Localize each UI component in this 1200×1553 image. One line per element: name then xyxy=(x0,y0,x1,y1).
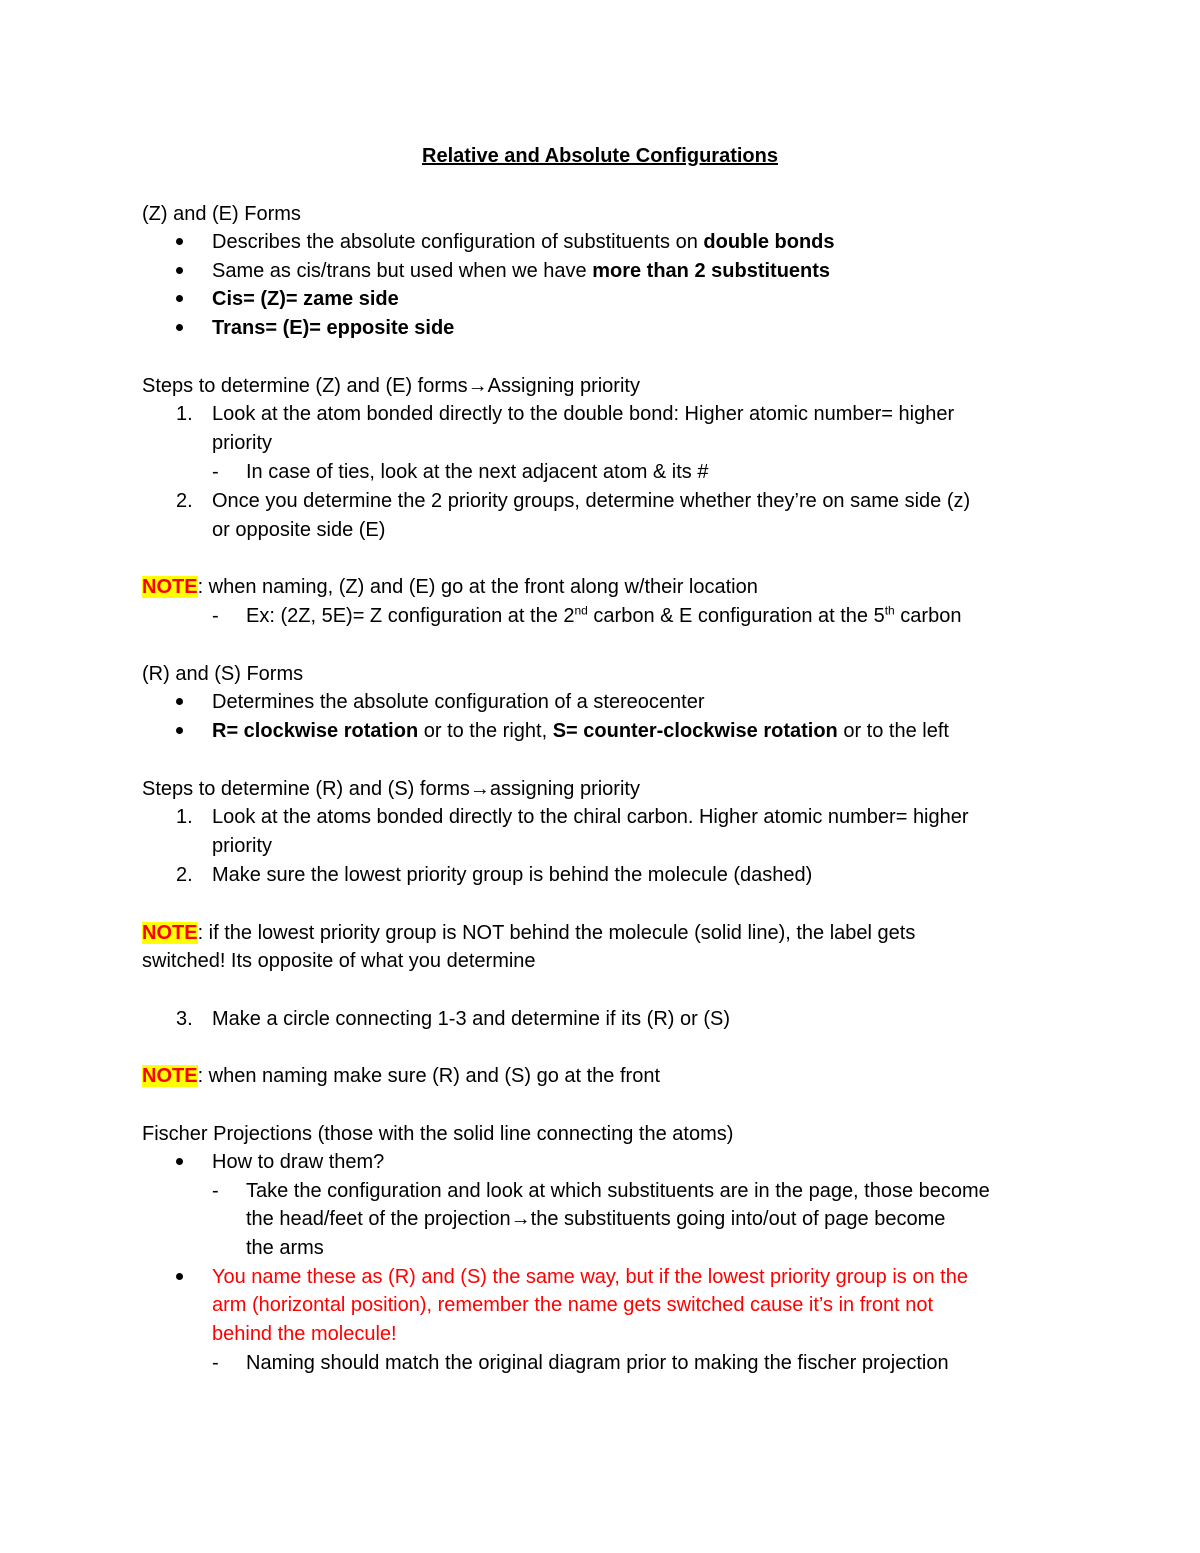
ze-bullet-3: Cis= (Z)= zame side xyxy=(212,288,399,310)
arrow-right-icon: → xyxy=(467,375,488,397)
ze-bullet-1 xyxy=(212,228,835,256)
rs-step-3: Make a circle connecting 1-3 and determine if its (R) or (S) xyxy=(212,1008,730,1030)
dash-marker: - xyxy=(212,605,219,627)
rs-step-2: Make sure the lowest priority group is behind the molecule (dashed) xyxy=(212,864,813,886)
list-number: 2. xyxy=(176,490,193,512)
note-label: NOTE xyxy=(142,922,198,944)
rs-bullet-1: Determines the absolute configuration of a stereocenter xyxy=(212,691,705,713)
arrow-right-icon: → xyxy=(510,1208,531,1230)
note-1 xyxy=(142,573,758,601)
ze-bullet-1-bold: double bonds xyxy=(703,231,835,253)
fischer-bullet-2-line-3: behind the molecule! xyxy=(212,1323,397,1345)
arrow-right-icon: → xyxy=(469,778,490,800)
ze-steps-heading xyxy=(142,372,640,400)
page-title: Relative and Absolute Configurations xyxy=(422,145,778,167)
note-1-example: Ex: (2Z, 5E)= Z configuration at the 2nd carbon & E configuration at the 5th carbon xyxy=(246,603,962,627)
list-number: 1. xyxy=(176,806,193,828)
list-number: 1. xyxy=(176,403,193,425)
fischer-sub-1-line-2: the head/feet of the projection→the substituents going into/out of page become xyxy=(246,1208,946,1230)
ze-step-1-line-2: priority xyxy=(212,432,273,454)
fischer-sub-2: Naming should match the original diagram prior to making the fischer projection xyxy=(246,1352,949,1374)
rs-steps-heading: Steps to determine (R) and (S) forms→assigning priority xyxy=(142,778,640,800)
ze-bullet-2 xyxy=(212,257,830,285)
fischer-bullet-2-line-1: You name these as (R) and (S) the same way, but if the lowest priority group is on the xyxy=(212,1266,968,1288)
bullet-icon xyxy=(176,267,183,274)
rs-step-1-line-2: priority xyxy=(212,835,273,857)
fischer-bullet-2-line-2: arm (horizontal position), remember the name gets switched cause it’s in front not xyxy=(212,1294,934,1316)
note-2-line-1: NOTE: if the lowest priority group is NOT behind the molecule (solid line), the label gets xyxy=(142,922,916,944)
note-1-text: : when naming, (Z) and (E) go at the front along w/their location xyxy=(197,576,758,598)
fischer-bullet-1: How to draw them? xyxy=(212,1151,385,1173)
dash-marker: - xyxy=(212,1180,219,1202)
rs-bullet-2: R= clockwise rotation or to the right, S= counter-clockwise rotation or to the left xyxy=(212,720,949,742)
ze-bullet-1-text: Describes the absolute configuration of substituents on xyxy=(212,231,704,253)
ze-step-1-line-1: Look at the atom bonded directly to the double bond: Higher atomic number= higher xyxy=(212,403,955,425)
fischer-sub-1-line-1: Take the configuration and look at which substituents are in the page, those become xyxy=(246,1180,990,1202)
ze-steps-heading-pre: Steps to determine (Z) and (E) forms xyxy=(142,375,468,397)
list-number: 3. xyxy=(176,1008,193,1030)
note-label: NOTE xyxy=(142,1065,198,1087)
ze-bullet-2-text: Same as cis/trans but used when we have xyxy=(212,260,593,282)
ze-steps-heading-post: Assigning priority xyxy=(487,375,640,397)
ze-step-2-line-2: or opposite side (E) xyxy=(212,519,386,541)
note-2-line-2: switched! Its opposite of what you determine xyxy=(142,950,536,972)
bullet-icon xyxy=(176,324,183,331)
bullet-icon xyxy=(176,727,183,734)
bullet-icon xyxy=(176,1158,183,1165)
bullet-icon xyxy=(176,698,183,705)
rs-step-1-line-1: Look at the atoms bonded directly to the chiral carbon. Higher atomic number= higher xyxy=(212,806,969,828)
ze-step-1-sub: In case of ties, look at the next adjacent atom & its # xyxy=(246,461,709,483)
bullet-icon xyxy=(176,238,183,245)
bullet-icon xyxy=(176,295,183,302)
list-number: 2. xyxy=(176,864,193,886)
note-3: NOTE: when naming make sure (R) and (S) go at the front xyxy=(142,1065,661,1087)
ze-step-2-line-1: Once you determine the 2 priority groups, determine whether they’re on same side (z) xyxy=(212,490,971,512)
ze-bullet-2-bold: more than 2 substituents xyxy=(592,260,831,282)
dash-marker: - xyxy=(212,1352,219,1374)
ze-bullet-4: Trans= (E)= epposite side xyxy=(212,317,455,339)
rs-heading: (R) and (S) Forms xyxy=(142,663,304,685)
bullet-icon xyxy=(176,1273,183,1280)
note-label: NOTE xyxy=(142,576,198,598)
fischer-sub-1-line-3: the arms xyxy=(246,1237,324,1259)
ze-heading: (Z) and (E) Forms xyxy=(142,203,301,225)
fischer-heading: Fischer Projections (those with the solid line connecting the atoms) xyxy=(142,1123,734,1145)
dash-marker: - xyxy=(212,461,219,483)
